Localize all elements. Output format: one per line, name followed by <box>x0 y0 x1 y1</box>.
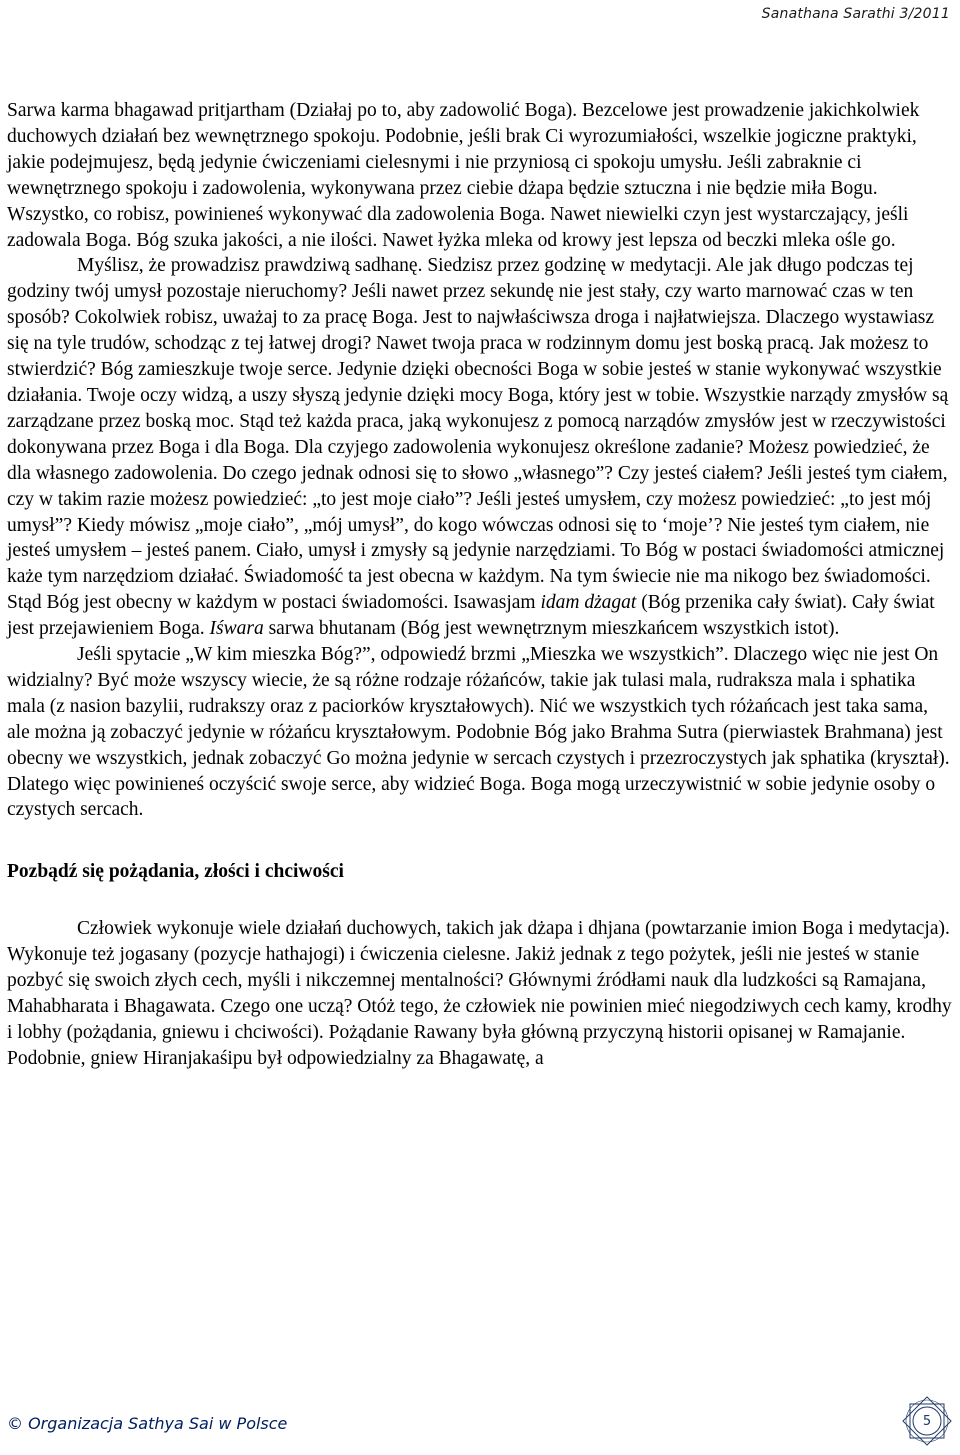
paragraph-3: Jeśli spytacie „W kim mieszka Bóg?”, odpowiedź brzmi „Mieszka we wszystkich”. Dlaczego więc nie jest On widzialny? Być może wszyscy wiecie, że są różne rodzaje różańców, takie jak tulasi mala, rudraksza mala i sphatika mala (z nasion bazylii, rudrakszy oraz z paciorków kryształowych). Nić we wszystkich tych różańcach jest taka sama, ale można ją zobaczyć jedynie w różańcu kryształowym. Podobnie Bóg jako Brahma Sutra (pierwiastek Brahmana) jest obecny we wszystkich, jednak zobaczyć Go można jedynie w sercach czystych i przezroczystych jak sphatika (kryształ). Dlatego więc powinieneś oczyścić swoje serce, aby widzieć Boga. Boga mogą urzeczywistnić w sobie jedynie osoby o czystych sercach. <box>7 644 950 821</box>
footer-copyright: © Organizacja Sathya Sai w Polsce <box>7 1414 288 1433</box>
paragraph-4: Człowiek wykonuje wiele działań duchowych, takich jak dżapa i dhjana (powtarzanie imion Boga i medytacja). Wykonuje też jogasany (pozycje hathajogi) i ćwiczenia cielesne. Jakiż jednak z tego pożytek, jeśli nie jesteś w stanie pozbyć się swoich złych cech, myśli i nikczemnej mentalności? Głównymi źródłami nauk dla ludzkości są Ramajana, Mahabharata i Bhagawata. Czego one uczą? Otóż tego, że człowiek nie powinien mieć niegodziwych cech kamy, krodhy i lobhy (pożądania, gniewu i chciwości). Pożądanie Rawany była główną przyczyną historii opisanej w Ramajanie. Podobnie, gniew Hiranjakaśipu był odpowiedzialny za Bhagawatę, a <box>7 918 952 1069</box>
paragraph-1: Sarwa karma bhagawad pritjartham (Działaj po to, aby zadowolić Boga). Bezcelowe jest prowadzenie jakichkolwiek duchowych działań bez wewnętrznego spokoju. Podobnie, jeśli brak Ci wyrozumiałości, wszelkie jogiczne praktyki, jakie podejmujesz, będą jedynie ćwiczeniami cielesnymi i nie przyniosą ci spokoju umysłu. Jeśli zabraknie ci wewnętrznego spokoju i zadowolenia, wykonywana przez ciebie dżapa będzie sztuczna i nie będzie miła Bogu. Wszystko, co robisz, powinieneś wykonywać dla zadowolenia Boga. Nawet niewielki czyn jest wystarczający, jeśli zadowala Boga. Bóg szuka jakości, a nie ilości. Nawet łyżka mleka od krowy jest lepsza od beczki mleka ośle go. <box>7 100 920 251</box>
paragraph-2-italic-1: idam dżagat <box>540 592 637 614</box>
page-content <box>7 98 953 1072</box>
section-heading: Pozbądź się pożądania, złości i chciwości <box>7 861 344 883</box>
paragraph-2-italic-2: Iśwara <box>209 618 264 640</box>
paragraph-2-text-a: Myślisz, że prowadzisz prawdziwą sadhanę. Siedzisz przez godzinę w medytacji. Ale jak długo podczas tej godziny twój umysł pozostaje nieruchomy? Jeśli nawet przez sekundę nie jest stały, czy warto marnować czas w ten sposób? Cokolwiek robisz, uważaj to za pracę Boga. Jest to najwłaściwsza droga i najłatwiejsza. Dlaczego wystawiasz się na tyle trudów, schodząc z tej łatwej drogi? Nawet twoja praca w rodzinnym domu jest boską pracą. Jak możesz to stwierdzić? Bóg zamieszkuje twoje serce. Jedynie dzięki obecności Boga w sobie jesteś w stanie wykonywać wszystkie działania. Twoje oczy widzą, a uszy słyszą jedynie dzięki mocy Boga, który jest w tobie. Wszystkie narządy zmysłów są zarządzane przez boską moc. Stąd też każda praca, jaką wykonujesz z pomocą narządów zmysłów jest w rzeczywistości dokonywana przez Boga i dla Boga. Dla czyjego zadowolenia wykonujesz określone zadanie? Możesz powiedzieć, że dla własnego zadowolenia. Do czego jednak odnosi się to słowo „własnego”? Czy jesteś ciałem? Jeśli jesteś tym ciałem, czy w takim razie możesz powiedzieć: „to jest moje ciało”? Jeśli jesteś umysłem, czy możesz powiedzieć: „to jest mój umysł”? Kiedy mówisz „moje ciało”, „mój umysł”, do kogo wówczas odnosi się to ‘moje’? Nie jesteś tym ciałem, nie jesteś umysłem – jesteś panem. Ciało, umysł i zmysły są jedynie narzędziami. To Bóg w postaci świadomości atmicznej każe tym narzędziom działać. Świadomość ta jest obecna w każdym. Na tym świecie nie ma nikogo bez świadomości. Stąd Bóg jest obecny w każdym w postaci świadomości. Isawasjam <box>7 255 949 614</box>
paragraph-2 <box>7 253 953 642</box>
page-number-badge <box>898 1392 956 1450</box>
paragraph-2-text-c: sarwa bhutanam (Bóg jest wewnętrznym mieszkańcem wszystkich istot). <box>263 618 840 640</box>
running-header: Sanathana Sarathi 3/2011 <box>761 6 950 22</box>
page-number: 5 <box>922 1413 932 1429</box>
paragraph-2-text-b: (Bóg przenika cały świat). Cały świat jest przejawieniem Boga. <box>7 592 935 640</box>
